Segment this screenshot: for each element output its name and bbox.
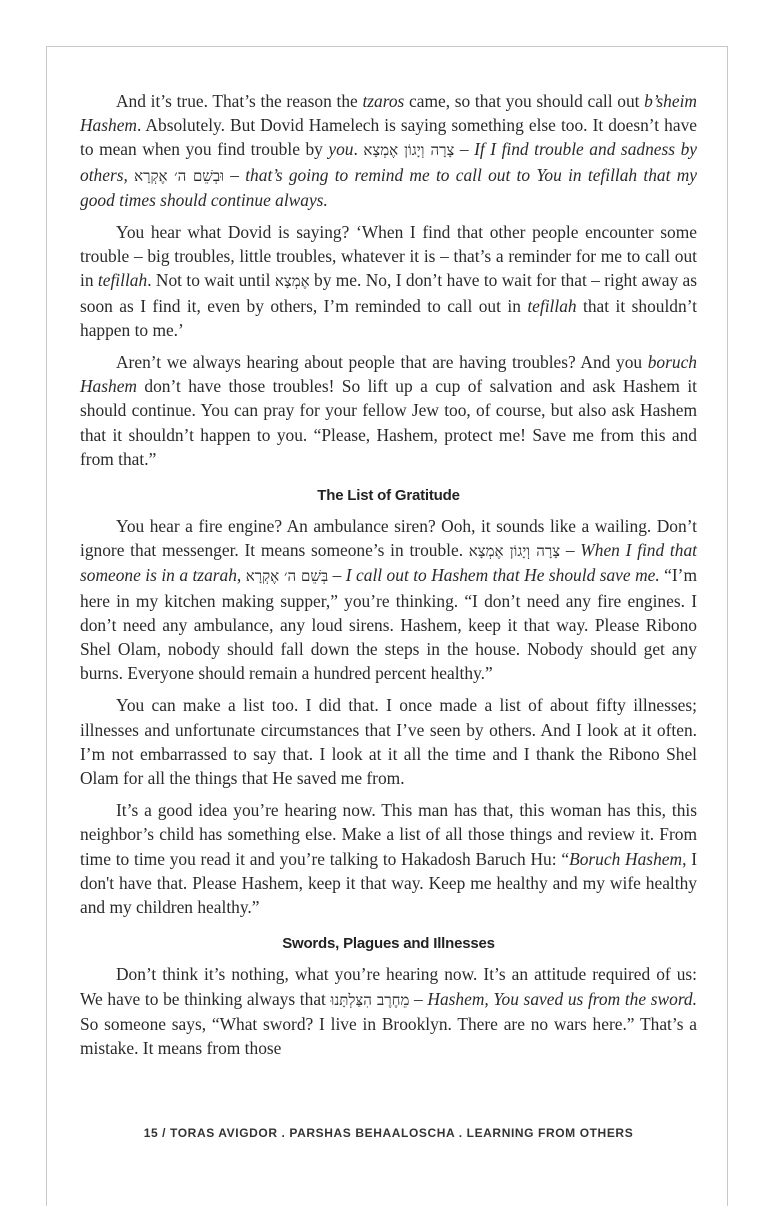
italic-text: – that’s going to remind me to call out to You in tefillah that my good times should continue always. bbox=[80, 164, 697, 210]
italic-text: tzaros bbox=[362, 91, 405, 111]
italic-text: you bbox=[328, 139, 354, 160]
hebrew-phrase: צָרָה וְיָגוֹן אֶמְצָא bbox=[363, 141, 455, 160]
italic-text: b’sheim Hashem bbox=[80, 91, 697, 136]
italic-text: boruch Hashem bbox=[80, 352, 697, 397]
text-run: Don’t think it’s nothing, what you’re hearing now. It’s an attitude required of us: We have to be thinking always that bbox=[80, 964, 697, 1009]
paragraph bbox=[80, 693, 697, 790]
text-run: , I don't have that. Please Hashem, keep it that way. Keep me healthy and my wife healthy and my children healthy.” bbox=[80, 848, 697, 918]
section-heading-list-of-gratitude: The List of Gratitude bbox=[317, 487, 460, 505]
text-run: You hear what Dovid is saying? ‘When I find that other people encounter some trouble – big troubles, little troubles, whatever it is – that’s a reminder for me to call out in bbox=[80, 222, 697, 291]
text-run: . Not to wait until bbox=[147, 270, 275, 291]
text-run: by me. No, I don’t have to wait for that – right away as soon as I find it, even by others, I’m reminded to call out in bbox=[80, 270, 698, 316]
paragraph bbox=[80, 798, 697, 919]
hebrew-phrase: מֵחֶרֶב הִצַּלְתָּנוּ bbox=[330, 990, 410, 1009]
italic-text: – I call out to Hashem that He should save me. bbox=[328, 565, 660, 586]
text-run: . bbox=[353, 139, 364, 160]
page-content bbox=[80, 89, 697, 1068]
paragraph bbox=[80, 220, 697, 342]
hebrew-phrase: וּבְשֵׁם ה׳ אֶקְרָא bbox=[134, 166, 224, 185]
text-run: “I’m here in my kitchen making supper,” you’re thinking. “I don’t need any fire engines. I don’t need any ambulance, any loud sirens. Hashem, keep it that way. Please Ribono Shel Olam, nobody should fall down the steps in the house. Nobody should get any burns. Everyone should remain a hundred percent healthy.” bbox=[80, 565, 697, 684]
text-run: . Absolutely. But Dovid Hamelech is saying something else too. It doesn’t have to mean when you find trouble by bbox=[80, 115, 697, 160]
hebrew-phrase: צָרָה וְיָגוֹן אֶמְצָא bbox=[468, 542, 561, 561]
paragraph bbox=[80, 89, 697, 212]
hebrew-phrase: בְּשֵׁם ה׳ אֶקְרָא bbox=[245, 567, 329, 586]
text-run: It’s a good idea you’re hearing now. This man has that, this woman has this, this neighbor’s child has something else. Make a list of all those things and review it. From time to time you read it and you’re talking to Hakadosh Baruch Hu: “ bbox=[80, 800, 697, 869]
text-run: came, so that you should call out bbox=[404, 91, 645, 111]
paragraph bbox=[80, 962, 697, 1060]
text-run: You hear a fire engine? An ambulance siren? Ooh, it sounds like a wailing. Don’t ignore that messenger. It means someone’s in trouble. bbox=[80, 516, 697, 561]
page-footer: 15 / TORAS AVIGDOR . PARSHAS BEHAALOSCHA . LEARNING FROM OTHERS bbox=[143, 1126, 634, 1140]
text-run: don’t have those troubles! So lift up a cup of salvation and ask Hashem it should continue. You can pray for your fellow Jew too, of course, but also ask Hashem that it shouldn’t happen to you. “Please, Hashem, protect me! Save me from this and from that.” bbox=[80, 376, 697, 469]
italic-text: – Hashem, You saved us from the sword. bbox=[409, 988, 697, 1009]
paragraph bbox=[80, 514, 697, 685]
text-run: And it’s true. That’s the reason the bbox=[116, 91, 363, 111]
text-run: that it shouldn’t happen to me.’ bbox=[80, 295, 698, 340]
italic-text: – If I find trouble and sadness by others, bbox=[80, 139, 697, 185]
section-heading-swords-plagues-illnesses: Swords, Plagues and Illnesses bbox=[282, 935, 495, 953]
italic-text: tefillah bbox=[97, 270, 148, 291]
italic-text: Boruch Hashem bbox=[569, 848, 683, 869]
text-run: So someone says, “What sword? I live in Brooklyn. There are no wars here.” That’s a mistake. It means from those bbox=[80, 1013, 697, 1058]
text-run: You can make a list too. I did that. I once made a list of about fifty illnesses; illnesses and unfortunate circumstances that I’ve seen by others. And I look at it often. I’m not embarrassed to say that. I look at it all the time and I thank the Ribono Shel Olam for all the things that He saved me from. bbox=[80, 695, 697, 789]
italic-text: tefillah bbox=[527, 295, 577, 316]
text-run: Aren’t we always hearing about people that are having troubles? And you bbox=[116, 352, 648, 373]
paragraph bbox=[80, 350, 697, 471]
hebrew-phrase: אֶמְצָא bbox=[274, 272, 310, 291]
italic-text: – When I find that someone is in a tzarah, bbox=[80, 540, 697, 586]
